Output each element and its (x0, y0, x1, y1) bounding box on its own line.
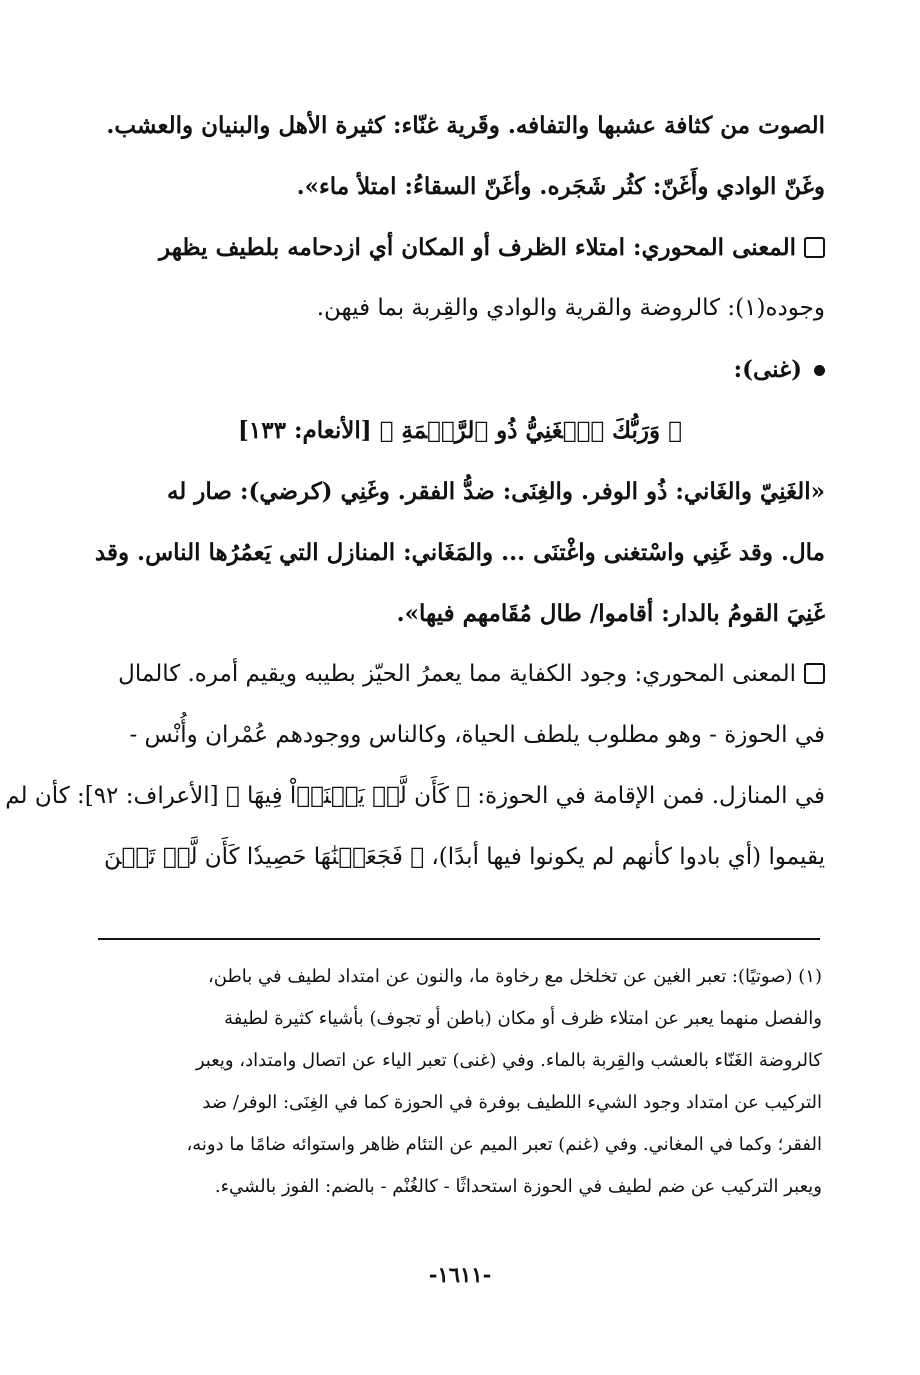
square-marker-icon (804, 237, 825, 258)
text-line: «الغَنِيّ والغَاني: ذُو الوفر. والغِنَى: ضدُّ الفقر. وغَنِي (كرضي): صار له (166, 478, 825, 505)
text-line: المعنى المحوري: وجود الكفاية مما يعمرُ الحيّز بطيبه ويقيم أمره. كالمال (95, 644, 825, 705)
text-line: وغَنّ الوادي وأَغَنّ: كثُر شَجَره. وأغَنّ السقاءُ: امتلأ ماء». (296, 173, 825, 200)
text-line: في الحوزة - وهو مطلوب يلطف الحياة، وكالناس ووجودهم عُمْران وأُنْس - (129, 722, 825, 748)
text-line: الصوت من كثافة عشبها والتفافه. وقَرية غنّاء: كثيرة الأهل والبنيان والعشب. (106, 112, 825, 139)
footnote-line: الفقر؛ وكما في المغاني. وفي (غنم) تعبر الميم عن التئام ظاهر واستوائه ضامًا ما دونه، (186, 1134, 822, 1155)
square-marker-icon (804, 663, 825, 684)
footnote-separator (98, 938, 820, 940)
text-line: مال. وقد غَنِي واسْتغنى واغْتنَى ... والمَغَاني: المنازل التي يَعمُرُها الناس. وقد (94, 539, 825, 566)
footnote-line: كالروضة الغَنّاء بالعشب والقِربة بالماء. وفي (غنى) تعبر الياء عن اتصال وامتداد، ويعبر (195, 1050, 822, 1071)
footnote-line: والفصل منهما يعبر عن امتلاء ظرف أو مكان (باطن أو تجوف) بأشياء كثيرة لطيفة (224, 1008, 822, 1029)
text-line: المعنى المحوري: امتلاء الظرف أو المكان أي ازدحامه بلطيف يظهر (95, 217, 825, 278)
text-line: وجوده(١): كالروضة والقرية والوادي والقِربة بما فيهن. (316, 295, 825, 321)
text-line: غَنِيَ القومُ بالدار: أقاموا/ طال مُقَامهم فيها». (396, 600, 825, 627)
page-number: -١٦١١- (428, 1262, 492, 1287)
footnote-line: التركيب عن امتداد وجود الشيء اللطيف بوفرة في الحوزة كما في الغِنَى: الوفر/ ضد (202, 1092, 822, 1113)
bullet-icon (814, 365, 825, 376)
main-text (5, 95, 825, 888)
text-line: يقيموا (أي بادوا كأنهم لم يكونوا فيها أبدًا)، ﴿ فَجَعَلۡنَٰهَا حَصِيدٗا كَأَن لَّمۡ تَغۡنَ (104, 844, 825, 870)
text-line: في المنازل. فمن الإقامة في الحوزة: ﴿ كَأَن لَّمۡ يَغۡنَوۡاْ فِيهَا ﴾ [الأعراف: ٩٢]: كأن لم (5, 783, 825, 809)
footnote-line: (١) (صوتيًا): تعبر الغين عن تخلخل مع رخاوة ما، والنون عن امتداد لطيف في باطن، (207, 966, 822, 987)
footnote-line: ويعبر التركيب عن ضم لطيف في الحوزة استحداثًا - كالغُنْم - بالضم: الفوز بالشيء. (214, 1176, 822, 1197)
entry-heading: (غنى): (95, 339, 825, 400)
quran-verse: ﴿ وَرَبُّكَ ٱلۡغَنِيُّ ذُو ٱلرَّحۡمَةِ ﴾ [الأنعام: ١٣٣] (238, 417, 682, 444)
footnotes (100, 956, 822, 1208)
